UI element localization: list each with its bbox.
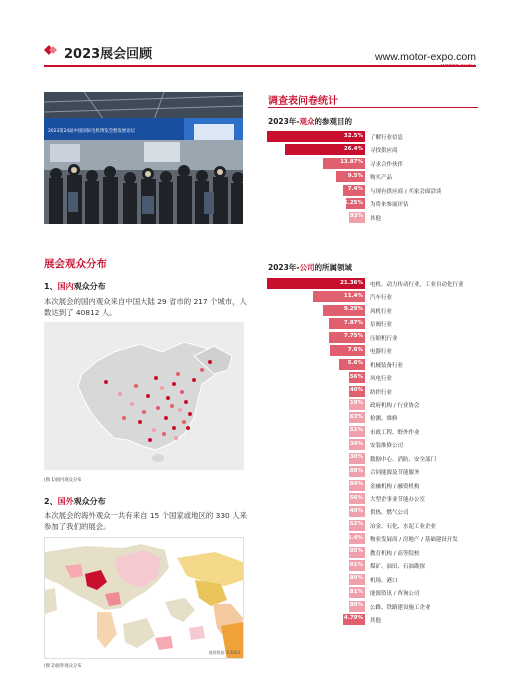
bar-category-label: 公路、铁路建设施工企业 (370, 604, 431, 611)
bar-value-label: 1.48% (343, 507, 363, 514)
bar (349, 533, 365, 544)
bar-row (260, 212, 496, 223)
bar-category-label: 物业发展商 / 房地产 / 基础建设开发 (370, 537, 458, 544)
bar (336, 171, 365, 182)
chart1-title-highlight: 观众 (299, 117, 315, 126)
china-map (44, 322, 244, 470)
overseas-subtitle-highlight: 国外 (57, 497, 74, 506)
domestic-subtitle-prefix: 1、 (44, 282, 58, 291)
bar-row (260, 359, 496, 370)
bar (330, 345, 365, 356)
domestic-map-caption: (图 1)国内观众分布 (44, 478, 82, 483)
bar-row (260, 171, 496, 182)
page-title: 2023展会回顾 (64, 47, 153, 62)
bar (343, 520, 365, 531)
bar-value-label: 1.4% (347, 534, 363, 541)
bar-row (260, 305, 496, 316)
bar-category-label: 寻求合作伙伴 (370, 161, 404, 168)
bar-category-label: 风电行业 (370, 376, 393, 383)
bar-value-label: 3.93% (343, 213, 363, 220)
bar-value-label: 7.6% (347, 346, 363, 353)
bar-value-label: 1.88% (343, 467, 363, 474)
bar-category-label: 市政工程、野外作业 (370, 429, 420, 436)
bar-value-label: 1.52% (343, 521, 363, 528)
domestic-subtitle-highlight: 国内 (57, 282, 74, 291)
bar (343, 601, 365, 612)
bar-value-label: 1.05% (343, 548, 363, 555)
overseas-subtitle (44, 496, 106, 507)
survey-title-underline (268, 107, 478, 108)
bar-row (260, 185, 496, 196)
bar-category-label: 压缩机行业 (370, 335, 398, 342)
bar-row (260, 412, 496, 423)
bar-value-label: 1.84% (343, 481, 363, 488)
bar-category-label: 电机、动力传动行业，工业自动化行业 (370, 282, 464, 288)
bar-row (260, 547, 496, 558)
bar (343, 386, 365, 397)
bar (267, 131, 365, 142)
exhibition-photo (44, 92, 243, 224)
bar-category-label: 了解行业信息 (370, 135, 404, 141)
bar-value-label: 11.4% (343, 292, 363, 299)
bar (323, 305, 365, 316)
audience-distribution-title: 展会观众分布 (44, 258, 107, 270)
chart1-title (268, 116, 352, 127)
map-credit: 地图数据 ©2024 (208, 650, 240, 655)
bar-value-label: 0.80% (343, 602, 363, 608)
bar (343, 466, 365, 477)
bar (343, 453, 365, 464)
bar-category-label: 供热、燃气公司 (370, 510, 409, 517)
chart2-title-prefix: 2023年- (268, 263, 300, 272)
bar-category-label: 政府机构 / 行业协会 (370, 402, 420, 409)
bar-category-label: 安装维修公司 (370, 443, 404, 450)
bar-value-label: 3.19% (343, 400, 363, 407)
industry-field-chart (260, 278, 496, 627)
chart2-title-suffix: 的所属领域 (314, 263, 352, 272)
bar-row (260, 399, 496, 410)
bar (343, 426, 365, 437)
chart2-title-highlight: 公司 (299, 263, 315, 272)
bar-row (260, 574, 496, 585)
bar (285, 144, 365, 155)
bar-row (260, 318, 496, 329)
bar-row (260, 278, 496, 289)
bar-row (260, 386, 496, 397)
bar-category-label: 煤矿、油田、石油勘探 (370, 564, 426, 571)
bar-category-label: 纺织行业 (370, 389, 393, 396)
bar-value-label: 21.36% (340, 279, 363, 286)
bar-category-label: 其他 (370, 617, 382, 624)
bar-row (260, 144, 496, 155)
bar-row (260, 520, 496, 531)
chart1-title-suffix: 的参观目的 (314, 117, 352, 126)
overseas-map-caption: (图 2)国外观众分布 (44, 664, 82, 669)
bar (267, 278, 365, 289)
bar-category-label: 寻找供应商 (370, 148, 398, 155)
bar-value-label: 2.34% (343, 440, 363, 447)
bar-row (260, 493, 496, 504)
bar (343, 506, 365, 517)
bar-row (260, 131, 496, 142)
bar-value-label: 9.29% (343, 306, 363, 313)
bar-row (260, 426, 496, 437)
bar-value-label: 7.75% (343, 333, 363, 340)
bar-value-label: 0.81% (343, 588, 363, 595)
bar-row (260, 533, 496, 544)
bar-row (260, 480, 496, 491)
survey-section-title: 调查表问卷统计 (268, 96, 338, 107)
bar (339, 359, 365, 370)
bar-value-label: 1.01% (343, 561, 363, 568)
bar (343, 574, 365, 585)
bar-value-label: 2.51% (343, 427, 363, 434)
bar (343, 412, 365, 423)
bar (343, 614, 365, 625)
overseas-paragraph: 本次展会的海外观众一共有来自 15 个国家或地区的 330 人来参加了我们的展会。 (44, 511, 247, 531)
bar-category-label: 冶金、石化、水泥工业企业 (370, 523, 437, 530)
visit-purpose-chart (260, 131, 496, 225)
bar-value-label: 2.30% (343, 454, 363, 461)
bar (343, 493, 365, 504)
bar-row (260, 453, 496, 464)
bar-row (260, 439, 496, 450)
bar-value-label: 9.5% (347, 172, 363, 179)
bar-category-label: 机场、港口 (370, 577, 398, 584)
bar (343, 399, 365, 410)
overseas-subtitle-suffix: 观众分布 (73, 497, 106, 506)
domestic-subtitle-suffix: 观众分布 (73, 282, 106, 291)
bar-category-label: 金融机构 / 融资机构 (370, 483, 420, 490)
bar-value-label: 2.63% (343, 413, 363, 420)
bar-row (260, 587, 496, 598)
bar (343, 480, 365, 491)
bar-row (260, 291, 496, 302)
bar-category-label: 能源资讯 / 咨询公司 (370, 591, 420, 598)
bar-value-label: 3.40% (343, 387, 363, 393)
bar-row (260, 158, 496, 169)
bar-category-label: 大型企事业节能办公室 (370, 497, 426, 503)
bar-category-label: 购买产品 (370, 175, 393, 182)
bar-category-label: 汽车行业 (370, 295, 393, 302)
bar-value-label: 3.56% (343, 373, 363, 380)
chart2-title (268, 262, 352, 273)
bar-category-label: 电器行业 (370, 349, 393, 356)
domestic-paragraph: 本次展会的国内观众来自中国大陆 29 省市的 217 个城市，人数达到了 40812 人。 (44, 297, 247, 317)
bar-value-label: 7.4% (347, 186, 363, 193)
bar (343, 560, 365, 571)
bar (343, 372, 365, 383)
website-url: www.motor-expo.com (375, 51, 476, 63)
bar (343, 587, 365, 598)
bar-category-label: 泵阀行业 (370, 322, 393, 329)
world-map (44, 537, 244, 659)
bar (323, 158, 365, 169)
bar (343, 547, 365, 558)
bar-value-label: 13.87% (340, 159, 363, 166)
bar-row (260, 506, 496, 517)
bar-row (260, 601, 496, 612)
bar-row (260, 614, 496, 625)
bar-row (260, 560, 496, 571)
bar-category-label: 教育机构 / 高等院校 (370, 550, 420, 557)
bar (343, 439, 365, 450)
bar-value-label: 32.5% (343, 132, 363, 139)
banner-text: 2023第24届中国国际电机博览会暨发展论坛 (48, 129, 136, 134)
bar-category-label: 与现有供应商 / 买家会面洽谈 (370, 188, 442, 195)
bar-category-label: 风机行业 (370, 308, 393, 315)
overseas-subtitle-prefix: 2、 (44, 497, 58, 506)
bar-row (260, 332, 496, 343)
bar-category-label: 合同能源及节能服务 (370, 470, 420, 477)
bar (329, 332, 365, 343)
bar (313, 291, 365, 302)
bar-row (260, 372, 496, 383)
chart1-title-prefix: 2023年- (268, 117, 300, 126)
header-diamond-icon (44, 44, 58, 56)
bar-category-label: 机械装备行业 (370, 362, 404, 369)
bar (343, 198, 365, 209)
bar-category-label: 其他 (370, 215, 382, 222)
bar-category-label: 为将来参展评估 (370, 202, 409, 209)
bar-value-label: 5.6% (347, 360, 363, 367)
bar-row (260, 345, 496, 356)
bar-value-label: 1.56% (343, 494, 363, 501)
bar-value-label: 26.4% (343, 145, 363, 152)
bar (343, 185, 365, 196)
bar-row (260, 198, 496, 209)
bar (343, 212, 365, 223)
bar-value-label: 6.25% (343, 199, 363, 206)
bar-value-label: 0.89% (343, 575, 363, 582)
bar-value-label: 7.87% (343, 319, 363, 326)
bar-category-label: 数据中心、消防、安全部门 (370, 456, 437, 463)
bar-category-label: 检测、维修 (370, 416, 398, 423)
bar-row (260, 466, 496, 477)
bar (329, 318, 365, 329)
header-divider (44, 65, 476, 67)
bar-value-label: 4.79% (343, 615, 363, 622)
domestic-subtitle (44, 281, 106, 292)
